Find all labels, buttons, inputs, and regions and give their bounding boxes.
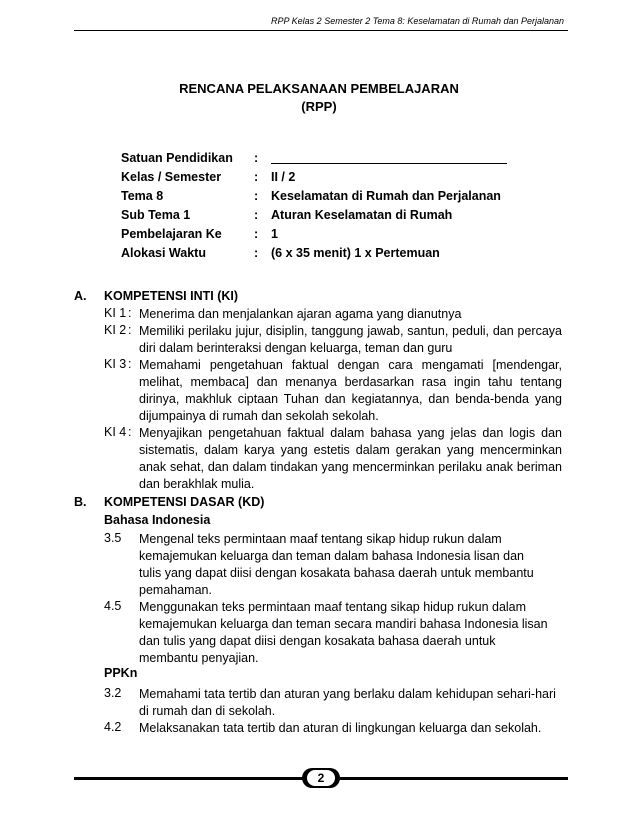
info-colon: : bbox=[254, 208, 259, 222]
info-colon: : bbox=[254, 246, 259, 260]
section-a-letter: A. bbox=[74, 289, 87, 303]
info-value: Aturan Keselamatan di Rumah bbox=[271, 208, 453, 222]
info-colon: : bbox=[254, 170, 259, 184]
info-label: Pembelajaran Ke bbox=[121, 227, 222, 241]
ki-text: Menerima dan menjalankan ajaran agama yang dianutnya bbox=[139, 307, 462, 321]
info-label: Alokasi Waktu bbox=[121, 246, 206, 260]
ki-colon: : bbox=[128, 306, 132, 320]
section-b-title: KOMPETENSI DASAR (KD) bbox=[104, 495, 265, 509]
page-number: 2 bbox=[307, 770, 335, 786]
blank-line bbox=[271, 151, 507, 164]
ki-code: KI 1 bbox=[104, 306, 127, 320]
ki-colon: : bbox=[128, 323, 132, 337]
info-value-blank bbox=[271, 151, 507, 167]
ki-code: KI 4 bbox=[104, 425, 127, 439]
kd-number: 3.2 bbox=[104, 686, 122, 700]
document-title: RENCANA PELAKSANAAN PEMBELAJARAN bbox=[179, 81, 459, 96]
ki-text: Memiliki perilaku jujur, disiplin, tanggung jawab, santun, peduli, dan percaya diri dalam berinteraksi dengan keluarga, teman dan guru bbox=[139, 324, 562, 355]
kd-number: 4.2 bbox=[104, 720, 122, 734]
kd-number: 4.5 bbox=[104, 599, 122, 613]
running-header: RPP Kelas 2 Semester 2 Tema 8: Keselamatan di Rumah dan Perjalanan bbox=[271, 16, 564, 26]
kd-text: Mengenal teks permintaan maaf tentang sikap hidup rukun dalam kemajemukan keluarga dan teman dalam bahasa Indonesia lisan dan tulis yang dapat diisi dengan kosakata bahasa daerah untuk membantu pemahaman. bbox=[139, 532, 534, 597]
ki-code: KI 3 bbox=[104, 357, 127, 371]
footer-rule-right bbox=[338, 777, 568, 780]
document-subtitle: (RPP) bbox=[301, 99, 337, 114]
ki-text: Menyajikan pengetahuan faktual dalam bahasa yang jelas dan logis dan sistematis, dalam karya yang estetis dalam gerakan yang mencerminkan anak sehat, dan dalam tindakan yang mencerminkan perilaku anak beriman dan berakhlak mulia. bbox=[139, 426, 562, 491]
ki-colon: : bbox=[128, 357, 132, 371]
subject-heading-ppkn: PPKn bbox=[104, 666, 138, 680]
info-colon: : bbox=[254, 189, 259, 203]
footer-rule-left bbox=[74, 777, 306, 780]
subject-heading-bahasa-indonesia: Bahasa Indonesia bbox=[104, 513, 211, 527]
info-label: Kelas / Semester bbox=[121, 170, 222, 184]
info-label: Tema 8 bbox=[121, 189, 164, 203]
info-value: Keselamatan di Rumah dan Perjalanan bbox=[271, 189, 501, 203]
info-value: (6 x 35 menit) 1 x Pertemuan bbox=[271, 246, 440, 260]
info-value: 1 bbox=[271, 227, 278, 241]
info-value: II / 2 bbox=[271, 170, 296, 184]
ki-colon: : bbox=[128, 425, 132, 439]
kd-text: Memahami tata tertib dan aturan yang berlaku dalam kehidupan sehari-hari di rumah dan di sekolah. bbox=[139, 687, 556, 718]
info-label: Sub Tema 1 bbox=[121, 208, 191, 222]
info-colon: : bbox=[254, 227, 259, 241]
page-number-badge bbox=[302, 768, 340, 788]
kd-text: Melaksanakan tata tertib dan aturan di lingkungan keluarga dan sekolah. bbox=[139, 721, 542, 735]
info-colon: : bbox=[254, 151, 259, 165]
kd-number: 3.5 bbox=[104, 531, 122, 545]
ki-text: Memahami pengetahuan faktual dengan cara mengamati [mendengar, melihat, membaca] dan menanya berdasarkan rasa ingin tahu tentang dirinya, makhluk ciptaan Tuhan dan kegiatannya, dan benda-benda yang dijumpainya di rumah dan sekolah sekolah. bbox=[139, 358, 562, 423]
header-rule bbox=[74, 30, 568, 31]
section-b-letter: B. bbox=[74, 495, 87, 509]
ki-code: KI 2 bbox=[104, 323, 127, 337]
info-label: Satuan Pendidikan bbox=[121, 151, 233, 165]
section-a-title: KOMPETENSI INTI (KI) bbox=[104, 289, 239, 303]
kd-text: Menggunakan teks permintaan maaf tentang sikap hidup rukun dalam kemajemukan keluarga dan teman secara mandiri bahasa Indonesia lisan dan tulis yang dapat diisi dengan kosakata bahasa daerah untuk membantu penyajian. bbox=[139, 600, 548, 665]
